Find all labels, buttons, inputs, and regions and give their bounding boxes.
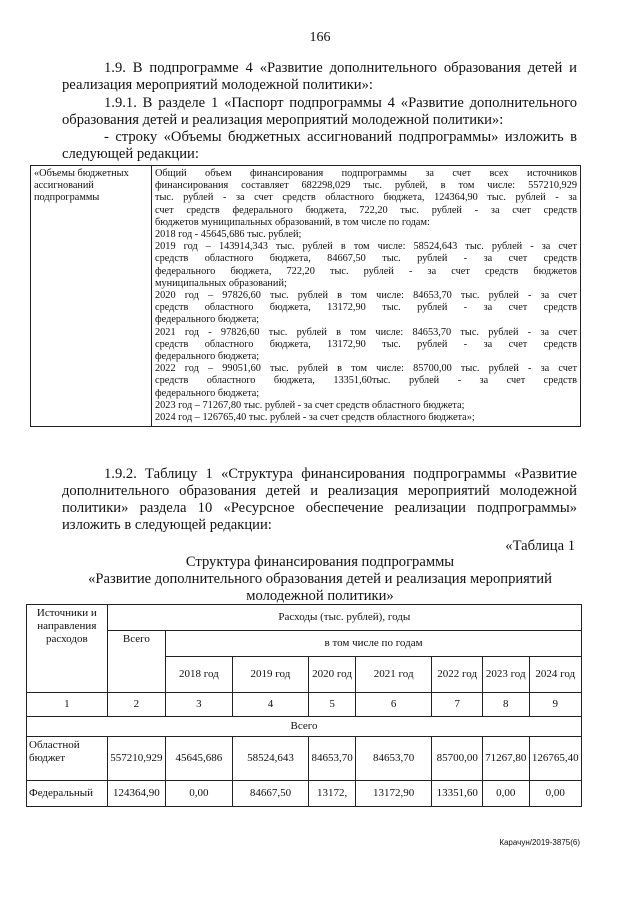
label-line: подпрограммы — [34, 192, 100, 204]
text-line: средств областного бюджета, 84667,50 тыс. рублей - за счет средств — [155, 253, 577, 265]
row-name: Федеральный — [27, 781, 108, 807]
text-line: средств областного бюджета, 13172,90 тыс. рублей - за счет средств — [155, 302, 577, 314]
table-row — [27, 781, 582, 807]
text-line: муниципальных образований; — [155, 277, 287, 289]
text-line: федерального бюджета; — [155, 387, 260, 399]
table-cell: 557210,929 — [107, 737, 165, 781]
column-number: 3 — [166, 693, 233, 717]
sources-header: Источники и направления расходов — [27, 605, 108, 693]
text-line: 1.9.1. В разделе 1 «Паспорт подпрограммы 4 «Развитие дополнительного — [104, 95, 577, 111]
table-row — [27, 605, 582, 631]
paragraph-1-9-2 — [62, 466, 577, 534]
table-label: «Таблица 1 — [505, 538, 575, 554]
table-cell: 13172,90 — [355, 781, 432, 807]
text-line: Общий объем финансирования подпрограммы за счет всех источников — [155, 168, 577, 179]
page-number: 166 — [309, 30, 331, 45]
text-line: - строку «Объемы бюджетных ассигнований подпрограммы» изложить в — [104, 129, 577, 145]
table-title-line: молодежной политики» — [246, 588, 394, 604]
text-line: тыс. рублей - за счет средств областного бюджета, 124364,90 тыс. рублей - за — [155, 192, 577, 204]
label-line: «Объемы бюджетных — [34, 168, 129, 179]
expenses-header: Расходы (тыс. рублей), годы — [107, 605, 581, 631]
year-header: 2024 год — [529, 657, 581, 693]
column-number: 9 — [529, 693, 581, 717]
column-number: 7 — [432, 693, 482, 717]
text-line: средств областного бюджета, 13172,90 тыс. рублей - за счет средств — [155, 338, 577, 350]
table-title-line: «Развитие дополнительного образования детей и реализация мероприятий — [88, 571, 552, 587]
by-years-header: в том числе по годам — [166, 631, 582, 657]
table-cell: 0,00 — [482, 781, 529, 807]
year-header: 2020 год — [309, 657, 356, 693]
table-cell: 58524,643 — [232, 737, 309, 781]
table-title-line: Структура финансирования подпрограммы — [185, 554, 455, 570]
column-number: 8 — [482, 693, 529, 717]
table-cell: 124364,90 — [107, 781, 165, 807]
table-cell: 0,00 — [166, 781, 233, 807]
table-cell: 84667,50 — [232, 781, 309, 807]
text-line: 2021 год - 97826,60 тыс. рублей в том числе: 84653,70 тыс. рублей - за счет — [155, 326, 577, 338]
table-cell: 84653,70 — [355, 737, 432, 781]
table-row — [27, 717, 582, 737]
paragraph-1-9 — [62, 60, 577, 94]
text-line: средств областного бюджета, 13351,60тыс. рублей - за счет средств — [155, 375, 577, 387]
table-row — [27, 631, 582, 657]
financing-table — [26, 604, 582, 807]
column-number: 4 — [232, 693, 309, 717]
text-line: бюджетов муниципальных образований, в том числе по годам: — [155, 216, 430, 228]
table-cell: 45645,686 — [166, 737, 233, 781]
row-name: Областной бюджет — [27, 737, 108, 781]
passport-label-cell — [31, 166, 152, 427]
column-number: 2 — [107, 693, 165, 717]
text-line: федерального бюджета; — [155, 351, 260, 363]
text-line: изложить в следующей редакции: — [62, 517, 272, 533]
label-line: ассигнований — [34, 180, 94, 192]
year-header: 2019 год — [232, 657, 309, 693]
year-header: 2023 год — [482, 657, 529, 693]
table-cell: 71267,80 — [482, 737, 529, 781]
passport-table — [30, 165, 581, 427]
text-line: 2018 год - 45645,686 тыс. рублей; — [155, 229, 302, 241]
year-header: 2022 год — [432, 657, 482, 693]
text-line: федерального бюджета, 722,20 тыс. рублей - за счет средств бюджетов — [155, 265, 577, 277]
text-line: политики» раздела 10 «Ресурсное обеспечение реализации подпрограммы» — [62, 500, 577, 516]
table-cell: 13351,60 — [432, 781, 482, 807]
paragraph-1-9-1 — [62, 95, 577, 129]
table-row — [27, 693, 582, 717]
text-line: 2019 год – 143914,343 тыс. рублей в том числе: 58524,643 тыс. рублей - за счет — [155, 241, 577, 253]
passport-value-cell — [152, 166, 581, 427]
paragraph-row-instruction — [62, 129, 577, 163]
table-row — [31, 166, 581, 427]
table-cell: 85700,00 — [432, 737, 482, 781]
table-cell: 84653,70 — [309, 737, 356, 781]
table-row — [27, 737, 582, 781]
text-line: следующей редакции: — [62, 146, 199, 162]
text-line: 2024 год – 126765,40 тыс. рублей - за счет средств областного бюджета»; — [155, 412, 475, 424]
table-cell: 13172, — [309, 781, 356, 807]
document-footer: Карачун/2019-3875(6) — [499, 838, 580, 847]
column-number: 5 — [309, 693, 356, 717]
text-line: 2020 год – 97826,60 тыс. рублей в том числе: 84653,70 тыс. рублей - за счет — [155, 290, 577, 302]
text-line: образования детей и реализация мероприятий молодежной политики»: — [62, 112, 504, 128]
year-header: 2018 год — [166, 657, 233, 693]
total-header: Всего — [107, 631, 165, 693]
table-cell: 0,00 — [529, 781, 581, 807]
text-line: счет средств федерального бюджета, 722,20 тыс. рублей - за счет средств — [155, 204, 577, 216]
text-line: 1.9.2. Таблицу 1 «Структура финансирования подпрограммы «Развитие — [104, 466, 577, 482]
section-row: Всего — [27, 717, 582, 737]
text-line: реализация мероприятий молодежной политики»: — [62, 77, 373, 93]
text-line: 2023 год – 71267,80 тыс. рублей - за счет средств областного бюджета; — [155, 399, 465, 411]
text-line: 2022 год – 99051,60 тыс. рублей в том числе: 85700,00 тыс. рублей - за счет — [155, 363, 577, 375]
text-line: 1.9. В подпрограмме 4 «Развитие дополнительного образования детей и — [104, 60, 577, 76]
text-line: финансирования составляет 682298,029 тыс. рублей, в том числе: 557210,929 — [155, 180, 577, 192]
year-header: 2021 год — [355, 657, 432, 693]
text-line: федерального бюджета; — [155, 314, 260, 326]
text-line: дополнительного образования детей и реализация мероприятий молодежной — [62, 483, 577, 499]
table-cell: 126765,40 — [529, 737, 581, 781]
column-number: 1 — [27, 693, 108, 717]
column-number: 6 — [355, 693, 432, 717]
